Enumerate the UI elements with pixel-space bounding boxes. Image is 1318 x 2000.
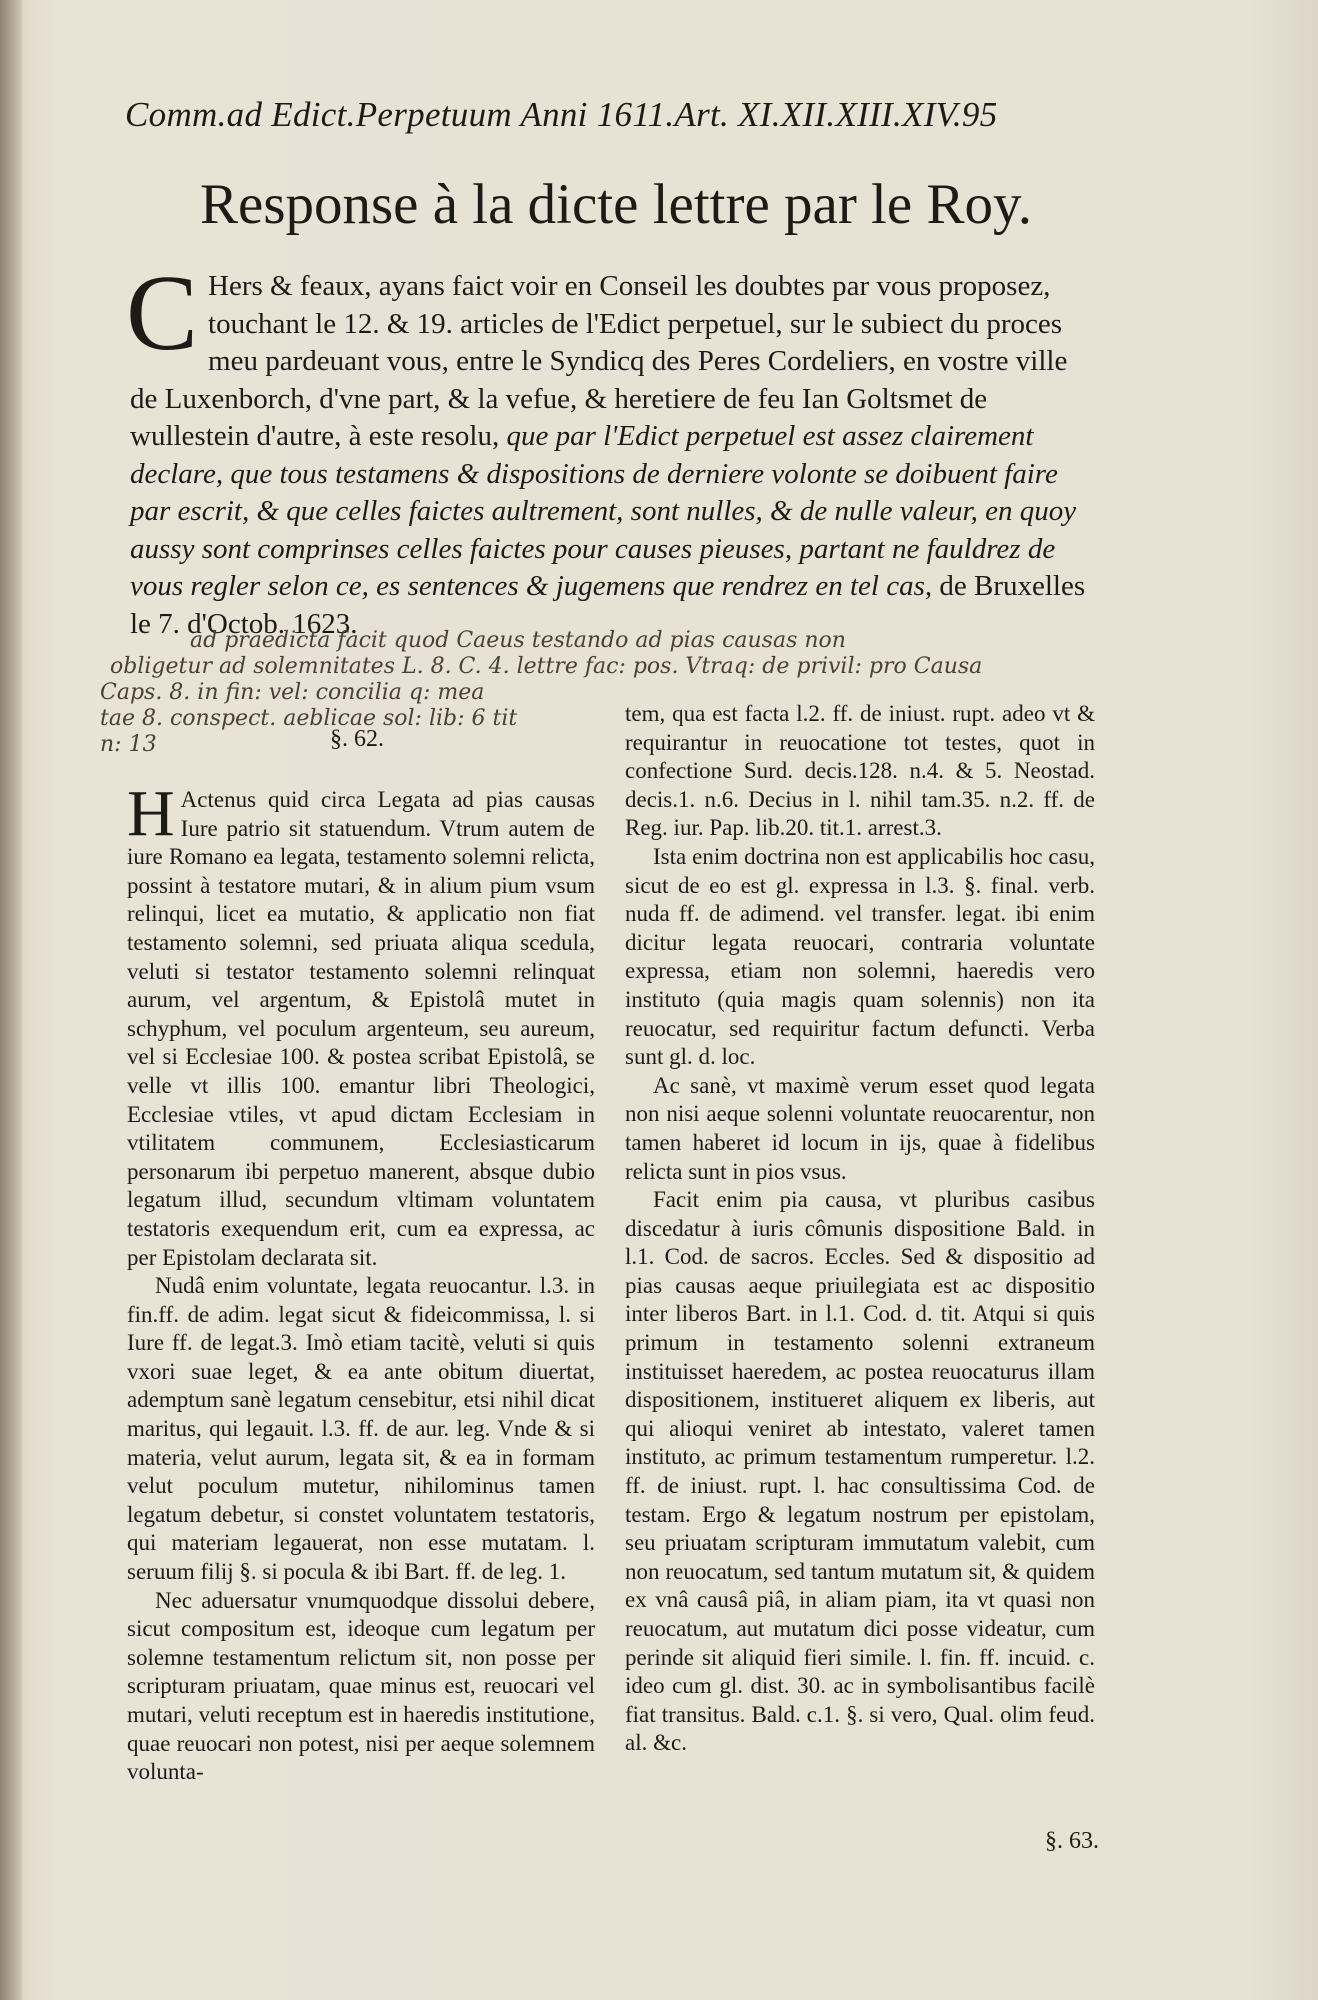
annotation-line: ad praedicta facit quod Caeus testando ad pias causas non: [190, 628, 846, 653]
right-column: [625, 700, 1095, 1758]
annotation-line: Caps. 8. in fin: vel: concilia q: mea: [100, 680, 485, 705]
drop-cap: C: [126, 254, 199, 373]
page-title: Response à la dicte lettre par le Roy.: [200, 173, 1033, 236]
paragraph-text: Actenus quid circa Legata ad pias causas Iure patrio sit statuendum. Vtrum autem de iure Romano ea legata, testamento solemni relicta, possint à testatore mutari, & in alium pium vsum relinqui, licet ea mutatio, & applicatio non fiat testamento solemni, sed priuata aliqua scedula, veluti si testator testamento solemni relinquat aurum, vel argentum, & Epistolâ mutet in schyphum, vel poculum argenteum, seu aureum, vel si Ecclesiae 100. & postea scribat Epistolâ, se velle vt illis 100. emantur libri Theologici, Ecclesiae vtiles, vt apud dictam Ecclesiam in vtilitatem communem, Ecclesiasticarum personarum ibi perpetuo manerent, absque dubio legatum illud, secundum vltimam voluntatem testatoris exequendum erit, cum ea expressa, ac per Epistolam declarata sit.: [127, 787, 595, 1270]
initial-capital: H: [127, 777, 175, 850]
paragraph: Nec aduersatur vnumquodque dissolui debere, sicut compositum est, ideoque cum legatum per solemne testamentum relictum sit, non posse per scripturam priuatam, quae minus est, reuocari vel mutari, veluti receptum est in haeredis institutione, quae reuocari non potest, nisi per aeque solemnem volunta-: [127, 1587, 595, 1785]
annotation-line: tae 8. conspect. aeblicae sol: lib: 6 tit: [100, 706, 518, 731]
letter-text-roman: Hers & feaux, ayans faict voir en Conseil les doubtes par vous proposez, touchant le 12. & 19. articles de l'Edict perpetuel, sur le subiect du proces meu pardeuant vous, entre le Syndicq des Peres Cordeliers, en vostre ville de Luxenborch, d'vne part, & la vefue, & heretiere de feu Ian Goltsmet de wullestein d'autre, à este resolu,: [130, 270, 1068, 452]
annotation-line: n: 13: [100, 732, 157, 757]
letter-closing: de Bruxelles le 7. d'Octob. 1623.: [130, 570, 1086, 640]
annotation-line: obligetur ad solemnitates L. 8. C. 4. lettre fac: pos. Vtraq: de privil: pro Causa: [110, 654, 983, 679]
section-marker: §. 62.: [330, 726, 384, 752]
paragraph: Facit enim pia causa, vt pluribus casibus discedatur à iuris cômunis dispositione Bald. in l.1. Cod. de sacros. Eccles. Sed & dispositio ad pias causas aeque priuilegiata est ac dispositio inter liberos Bart. in l.1. Cod. d. tit. Atqui si quis primum in testamento solenni extraneum instituisset haeredem, ac postea reuocaturus illam dispositionem, institueret aliquem ex liberis, aut qui alioqui veniret ab intestato, valeret tamen instituto, ac primum testamentum rumperetur. l.2. ff. de iniust. rupt. l. hac consultissima Cod. de testam. Ergo & legatum nostrum per epistolam, seu priuatam scripturam immutatum valebit, cum non reuocatum, sed tantum mutatum sit, & quidem ex vnâ causâ piâ, in aliam piam, ita vt quasi non reuocatum, aut mutatum dici posse videatur, cum perinde sit aliquid fieri simile. l. fin. ff. incuid. c. ideo cum gl. dist. 30. ac in symbolisantibus facilè fiat transitus. Bald. c.1. §. si vero, Qual. olim feud. al. &c.: [625, 1187, 1095, 1756]
page-spine-shadow: [0, 0, 22, 2000]
paragraph: Nudâ enim voluntate, legata reuocantur. l.3. in fin.ff. de adim. legat sicut & fideicommissa, l. si Iure ff. de legat.3. Imò etiam tacitè, veluti si quis vxori suae leget, & ea ante obitum diuertat, ademptum sanè legatum censebitur, etsi nihil dicat maritus, qui legauit. l.3. ff. de aur. leg. Vnde & si materia, velut aurum, legata sit, & ea in formam velut poculum mutetur, nihilominus tamen legatum debetur, si constet voluntatem testatoris, qui materiam legauerat, non esse mutatam. l. seruum filij §. si pocula & ibi Bart. ff. de leg. 1.: [127, 1273, 595, 1585]
paragraph: tem, qua est facta l.2. ff. de iniust. rupt. adeo vt & requirantur in reuocatione tot testes, quot in confectione Surd. decis.128. n.4. & 5. Neostad. decis.1. n.6. Decius in l. nihil tam.35. n.2. ff. de Reg. iur. Pap. lib.20. tit.1. arrest.3.: [625, 701, 1095, 841]
left-column: [127, 777, 595, 1787]
catchword-section-marker: §. 63.: [1045, 1828, 1099, 1854]
royal-letter: [126, 254, 1090, 643]
paragraph: [127, 777, 595, 1272]
letter-text-italic: que par l'Edict perpetuel est assez clairement declare, que tous testamens & dispositions de derniere volonte se doibuent faire par escrit, & que celles faictes aultrement, sont nulles, & de nulle valeur, en quoy aussy sont comprinses celles faictes pour causes pieuses, partant ne fauldrez de vous regler selon ce, es sentences & jugemens que rendrez en tel cas,: [130, 420, 1077, 602]
running-head: Comm.ad Edict.Perpetuum Anni 1611.Art. XI.XII.XIII.XIV.95: [125, 95, 998, 134]
paragraph: Ista enim doctrina non est applicabilis hoc casu, sicut de eo est gl. expressa in l.3. §. final. verb. nuda ff. de adimend. vel transfer. legat. ibi enim dicitur legata reuocari, contraria voluntate expressa, etiam non solemni, haeredis vero instituto (quia magis quam solennis) non ita reuocatur, sed requiritur factum defuncti. Verba sunt gl. d. loc.: [625, 843, 1095, 1070]
paragraph: Ac sanè, vt maximè verum esset quod legata non nisi aeque solenni voluntate reuocarentur, non tamen haberet id locum in ijs, quae à fidelibus relicta sunt in pios vsus.: [625, 1072, 1095, 1184]
